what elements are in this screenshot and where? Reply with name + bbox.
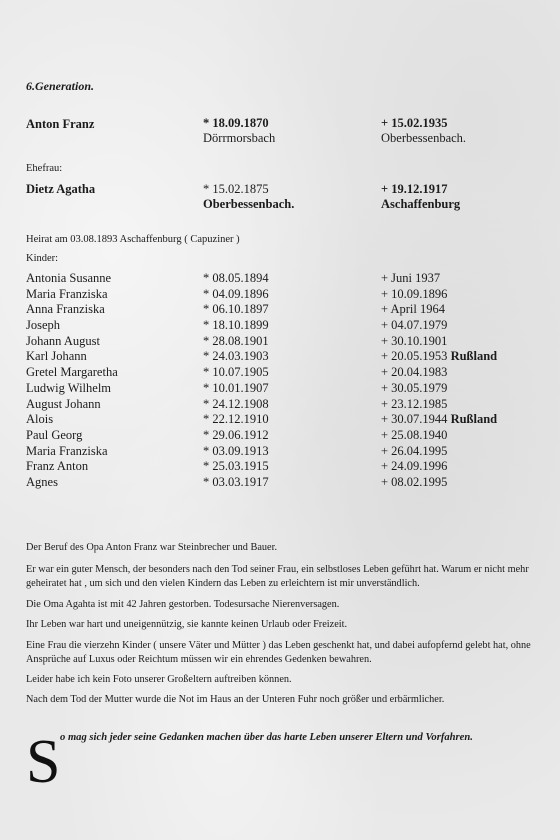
list-item [26, 287, 546, 303]
child-death [381, 381, 447, 397]
child-name: Maria Franziska [26, 286, 108, 301]
child-name: Antonia Susanne [26, 271, 112, 285]
child-name: Maria Franziska [26, 443, 108, 458]
list-item [26, 349, 546, 365]
children-list [26, 271, 546, 491]
child-birth: * 03.09.1913 [203, 443, 269, 458]
child-death [381, 444, 447, 460]
husband-death-place: Oberbessenbach. [381, 131, 467, 145]
child-name: Anna Franziska [26, 302, 105, 317]
list-item [26, 365, 546, 381]
wife-label: Ehefrau: [26, 163, 63, 174]
child-name: Franz Anton [26, 459, 89, 474]
wife-birth-place: Oberbessenbach. [203, 197, 295, 211]
children-label: Kinder: [26, 253, 59, 264]
child-death-date: + April 1964 [381, 302, 445, 317]
paragraph: Ihr Leben war hart und uneigennützig, sie kannte keinen Urlaub oder Freizeit. [26, 619, 348, 630]
child-death-date: + 08.02.1995 [381, 474, 448, 489]
child-name: August Johann [26, 396, 101, 411]
list-item [26, 412, 546, 428]
child-name: Karl Johann [26, 349, 87, 364]
list-item [26, 271, 546, 287]
list-item [26, 397, 546, 413]
drop-cap: S [26, 728, 61, 796]
paragraph: Eine Frau die vierzehn Kinder ( unsere Väter und Mütter ) das Leben geschenkt hat, und dabei aufopfernd gelebt hat, ohne Ansprüche auf Luxus oder Reichtum müssen wir ein ehrendes Gedenken bewahren. [26, 640, 531, 665]
child-name: Alois [26, 412, 54, 427]
child-birth: * 03.03.1917 [203, 474, 269, 489]
husband-birth-place: Dörrmorsbach [203, 131, 276, 145]
generation-title: 6.Generation. [26, 79, 95, 93]
child-birth: * 10.01.1907 [203, 380, 269, 395]
child-death-date: + 25.08.1940 [381, 427, 448, 442]
list-item [26, 381, 546, 397]
list-item [26, 318, 546, 334]
wife-death-date: + 19.12.1917 [381, 182, 448, 196]
child-birth: * 22.12.1910 [203, 412, 269, 427]
child-birth: * 06.10.1897 [203, 302, 269, 317]
wife-name: Dietz Agatha [26, 182, 96, 196]
marriage-line: Heirat am 03.08.1893 Aschaffenburg ( Capuziner ) [26, 234, 240, 245]
child-name: Ludwig Wilhelm [26, 380, 112, 395]
child-death [381, 428, 447, 444]
child-death-place: Rußland [450, 349, 498, 364]
husband-death-date: + 15.02.1935 [381, 116, 448, 130]
child-birth: * 24.12.1908 [203, 396, 269, 411]
list-item [26, 444, 546, 460]
child-name: Johann August [26, 333, 100, 348]
child-death [381, 271, 440, 287]
child-death-date: + 23.12.1985 [381, 396, 448, 411]
closing-sentence: o mag sich jeder seine Gedanken machen über das harte Leben unserer Eltern und Vorfahren. [60, 732, 473, 743]
husband-death [381, 116, 466, 146]
child-death-date: + 30.07.1944 [381, 412, 448, 427]
child-birth: * 29.06.1912 [203, 427, 269, 442]
child-birth: * 28.08.1901 [203, 333, 269, 348]
child-death-date: + 20.05.1953 [381, 349, 448, 364]
child-birth: * 04.09.1896 [203, 286, 269, 301]
child-birth: * 10.07.1905 [203, 365, 269, 380]
paragraph: Die Oma Agahta ist mit 42 Jahren gestorben. Todesursache Nierenversagen. [26, 599, 340, 610]
wife-birth-date: * 15.02.1875 [203, 182, 269, 196]
child-death-date: + 10.09.1896 [381, 286, 448, 301]
wife-death-place: Aschaffenburg [381, 197, 461, 211]
wife-birth [203, 182, 294, 212]
child-death-date: + 26.04.1995 [381, 443, 448, 458]
child-death-date: + 04.07.1979 [381, 318, 448, 333]
list-item [26, 302, 546, 318]
list-item [26, 428, 546, 444]
child-death [381, 459, 447, 475]
paragraph: Leider habe ich kein Foto unserer Großeltern auftreiben können. [26, 674, 292, 685]
child-death [381, 475, 447, 491]
paragraph: Nach dem Tod der Mutter wurde die Not im Haus an der Unteren Fuhr noch größer und erbärmlicher. [26, 694, 445, 705]
husband-birth-date: * 18.09.1870 [203, 116, 269, 130]
child-name: Gretel Margaretha [26, 365, 118, 380]
child-death-date: + 24.09.1996 [381, 459, 448, 474]
child-death-place: Rußland [450, 412, 498, 427]
list-item [26, 475, 546, 491]
list-item [26, 459, 546, 475]
child-death-date: + Juni 1937 [381, 271, 441, 285]
child-death [381, 287, 447, 303]
child-birth: * 24.03.1903 [203, 349, 269, 364]
child-death-date: + 20.04.1983 [381, 365, 448, 380]
child-name: Agnes [26, 474, 58, 489]
husband-name: Anton Franz [26, 117, 95, 131]
child-birth: * 08.05.1894 [203, 271, 269, 285]
child-death [381, 302, 445, 318]
child-name: Joseph [26, 318, 61, 333]
child-death [381, 412, 497, 428]
paragraph: Der Beruf des Opa Anton Franz war Steinbrecher und Bauer. [26, 542, 278, 553]
child-death-date: + 30.05.1979 [381, 380, 448, 395]
wife-death [381, 182, 460, 212]
child-death [381, 397, 447, 413]
child-name: Paul Georg [26, 427, 83, 442]
husband-birth [203, 116, 275, 146]
child-death [381, 349, 497, 365]
child-birth: * 25.03.1915 [203, 459, 269, 474]
child-death [381, 318, 447, 334]
paragraph: Er war ein guter Mensch, der besonders nach den Tod seiner Frau, ein selbstloses Leben geführt hat. Warum er nicht mehr geheiratet hat , um sich und den vielen Kindern das Leben zu erleichtern ist mir unverständlich. [26, 564, 529, 589]
child-birth: * 18.10.1899 [203, 318, 269, 333]
child-death-date: + 30.10.1901 [381, 333, 448, 348]
child-death [381, 365, 447, 381]
list-item [26, 334, 546, 350]
child-death [381, 334, 447, 350]
